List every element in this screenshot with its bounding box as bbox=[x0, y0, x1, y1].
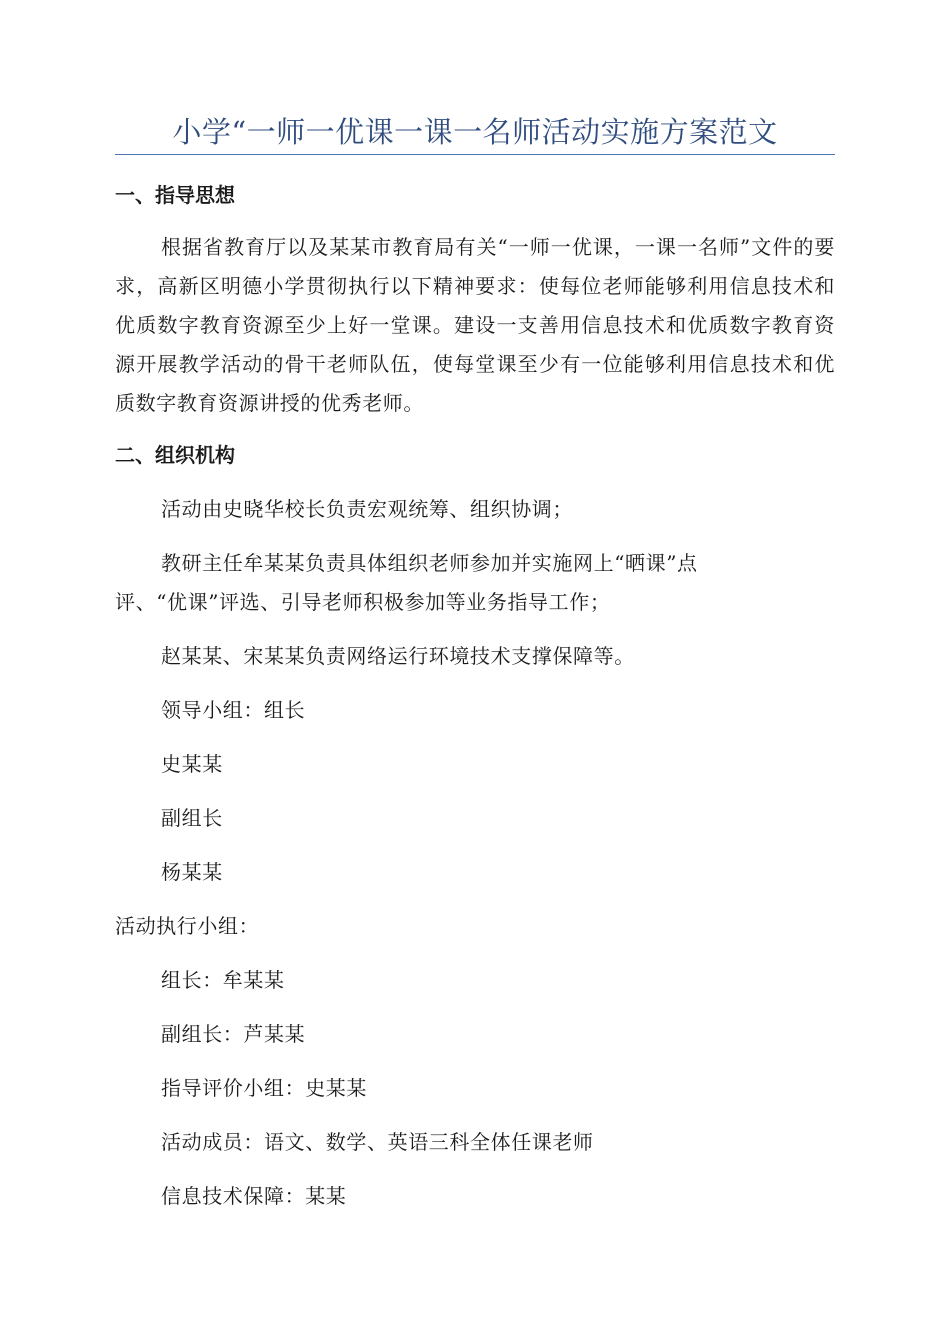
guiding-ideology-paragraph: 根据省教育厅以及某某市教育局有关“一师一优课，一课一名师”文件的要求，高新区明德小学贯彻执行以下精神要求：使每位老师能够利用信息技术和优质数字教育资源至少上好一堂课。建设一支善用信息技术和优质数字教育资源开展教学活动的骨干老师队伍，使每堂课至少有一位能够利用信息技术和优质数字教育资源讲授的优秀老师。 bbox=[115, 235, 835, 415]
organization-line-director-part2: 评、“优课”评选、引导老师积极参加等业务指导工作； bbox=[115, 590, 611, 614]
organization-line-principal: 活动由史晓华校长负责宏观统筹、组织协调； bbox=[161, 497, 573, 521]
organization-line-director-part1: 教研主任牟某某负责具体组织老师参加并实施网上“晒课”点 bbox=[161, 551, 698, 575]
organization-line-network-support: 赵某某、宋某某负责网络运行环境技术支撑保障等。 bbox=[161, 644, 635, 668]
exec-group-leader: 组长：牟某某 bbox=[161, 968, 285, 992]
activity-members: 活动成员：语文、数学、英语三科全体任课老师 bbox=[161, 1130, 594, 1154]
it-support: 信息技术保障：某某 bbox=[161, 1184, 347, 1208]
title-underline bbox=[115, 154, 835, 155]
section-heading-organization: 二、组织机构 bbox=[115, 443, 235, 467]
lead-group-label: 领导小组：组长 bbox=[161, 698, 306, 722]
lead-group-leader: 史某某 bbox=[161, 752, 223, 776]
guide-evaluation-group: 指导评价小组：史某某 bbox=[161, 1076, 367, 1100]
section-heading-guiding-ideology: 一、指导思想 bbox=[115, 183, 235, 207]
deputy-leader-name: 杨某某 bbox=[161, 860, 223, 884]
document-title: 小学“一师一优课一课一名师活动实施方案范文 bbox=[172, 115, 778, 149]
exec-group-deputy: 副组长：芦某某 bbox=[161, 1022, 306, 1046]
deputy-leader-label: 副组长 bbox=[161, 806, 223, 830]
exec-group-label: 活动执行小组： bbox=[115, 914, 260, 938]
